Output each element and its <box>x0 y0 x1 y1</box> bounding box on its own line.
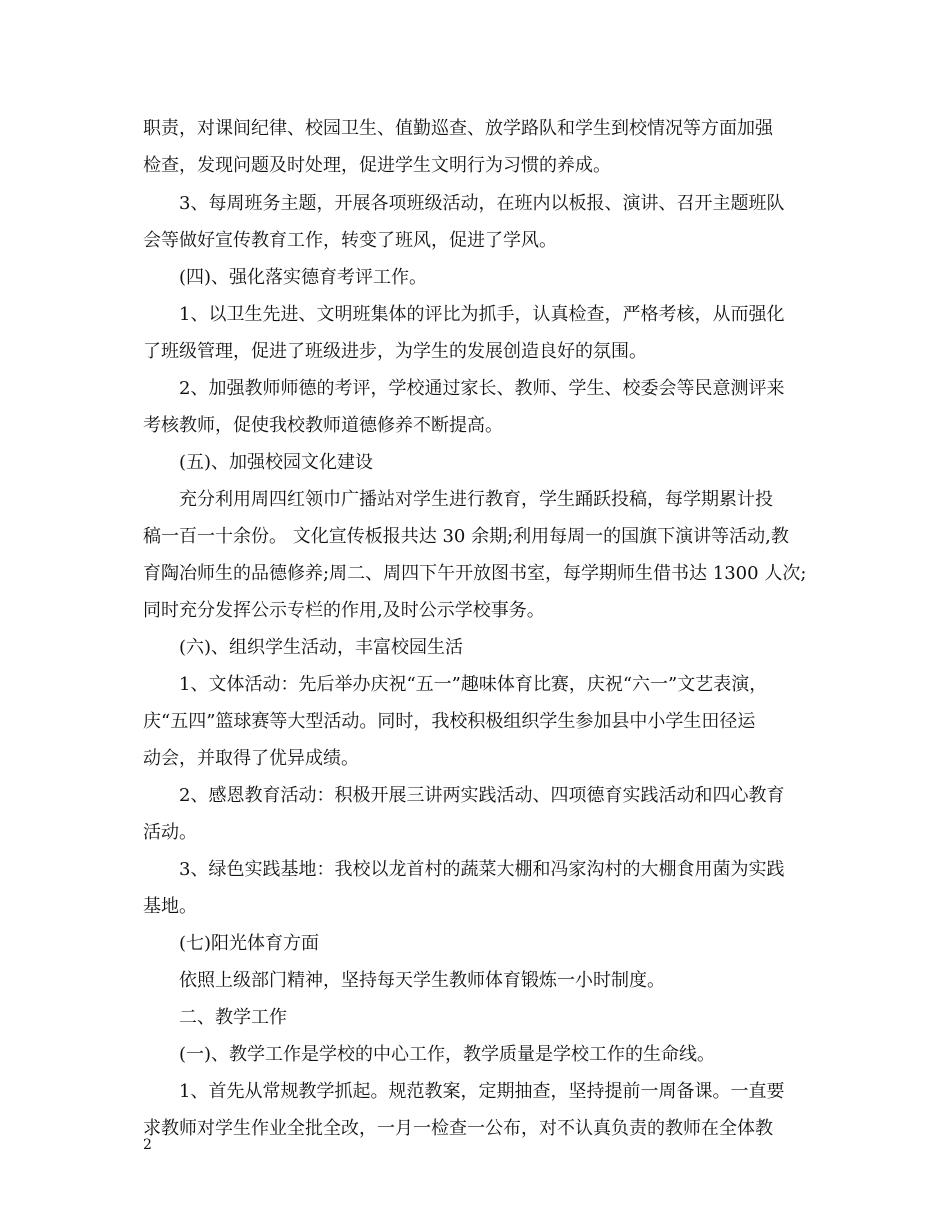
text-line: 会等做好宣传教育工作，转变了班风，促进了学风。 <box>143 230 557 251</box>
page-number: 2 <box>143 1137 152 1153</box>
text-line: 充分利用周四红领巾广播站对学生进行教育，学生踊跃投稿，每学期累计投 <box>179 489 773 510</box>
text-line: 庆“五四”篮球赛等大型活动。同时，我校积极组织学生参加县中小学生田径运 <box>143 711 756 732</box>
section-heading: (六)、组织学生活动，丰富校园生活 <box>179 637 464 658</box>
text-line: 同时充分发挥公示专栏的作用,及时公示学校事务。 <box>143 600 545 621</box>
text-line: 活动。 <box>143 822 197 843</box>
text-line: 3、绿色实践基地：我校以龙首村的蔬菜大棚和冯家沟村的大棚食用菌为实践 <box>179 859 785 880</box>
text-line: 检查，发现问题及时处理，促进学生文明行为习惯的养成。 <box>143 155 611 176</box>
section-heading: 二、教学工作 <box>179 1007 287 1028</box>
text-line: 考核教师，促使我校教师道德修养不断提高。 <box>143 415 503 436</box>
text-line: 2、加强教师师德的考评，学校通过家长、教师、学生、校委会等民意测评来 <box>179 378 785 399</box>
text-line: 动会，并取得了优异成绩。 <box>143 748 359 769</box>
text-line: 了班级管理，促进了班级进步，为学生的发展创造良好的氛围。 <box>143 341 647 362</box>
text-line: 1、文体活动：先后举办庆祝“五一”趣味体育比赛，庆祝“六一”文艺表演， <box>179 674 768 695</box>
text-line: 依照上级部门精神，坚持每天学生教师体育锻炼一小时制度。 <box>179 970 665 991</box>
text-line: 2、感恩教育活动：积极开展三讲两实践活动、四项德育实践活动和四心教育 <box>179 785 785 806</box>
text-line: 基地。 <box>143 896 197 917</box>
text-line: 1、首先从常规教学抓起。规范教案，定期抽查，坚持提前一周备课。一直要 <box>179 1081 785 1102</box>
section-heading: (七)阳光体育方面 <box>179 933 320 954</box>
text-line: 求教师对学生作业全批全改，一月一检查一公布，对不认真负责的教师在全体教 <box>143 1118 773 1139</box>
text-line: 3、每周班务主题，开展各项班级活动，在班内以板报、演讲、召开主题班队 <box>179 193 785 214</box>
text-line: 稿一百一十余份。 文化宣传板报共达 30 余期;利用每周一的国旗下演讲等活动,教 <box>143 526 789 547</box>
text-line: 职责，对课间纪律、校园卫生、值勤巡查、放学路队和学生到校情况等方面加强 <box>143 118 773 139</box>
section-heading: (四)、强化落实德育考评工作。 <box>179 267 428 288</box>
text-line: 1、以卫生先进、文明班集体的评比为抓手，认真检查，严格考核，从而强化 <box>179 304 785 325</box>
section-heading: (一)、教学工作是学校的中心工作，教学质量是学校工作的生命线。 <box>179 1044 716 1065</box>
text-line: 育陶冶师生的品德修养;周二、周四下午开放图书室，每学期师生借书达 1300 人次; <box>143 563 807 584</box>
section-heading: (五)、加强校园文化建设 <box>179 452 374 473</box>
